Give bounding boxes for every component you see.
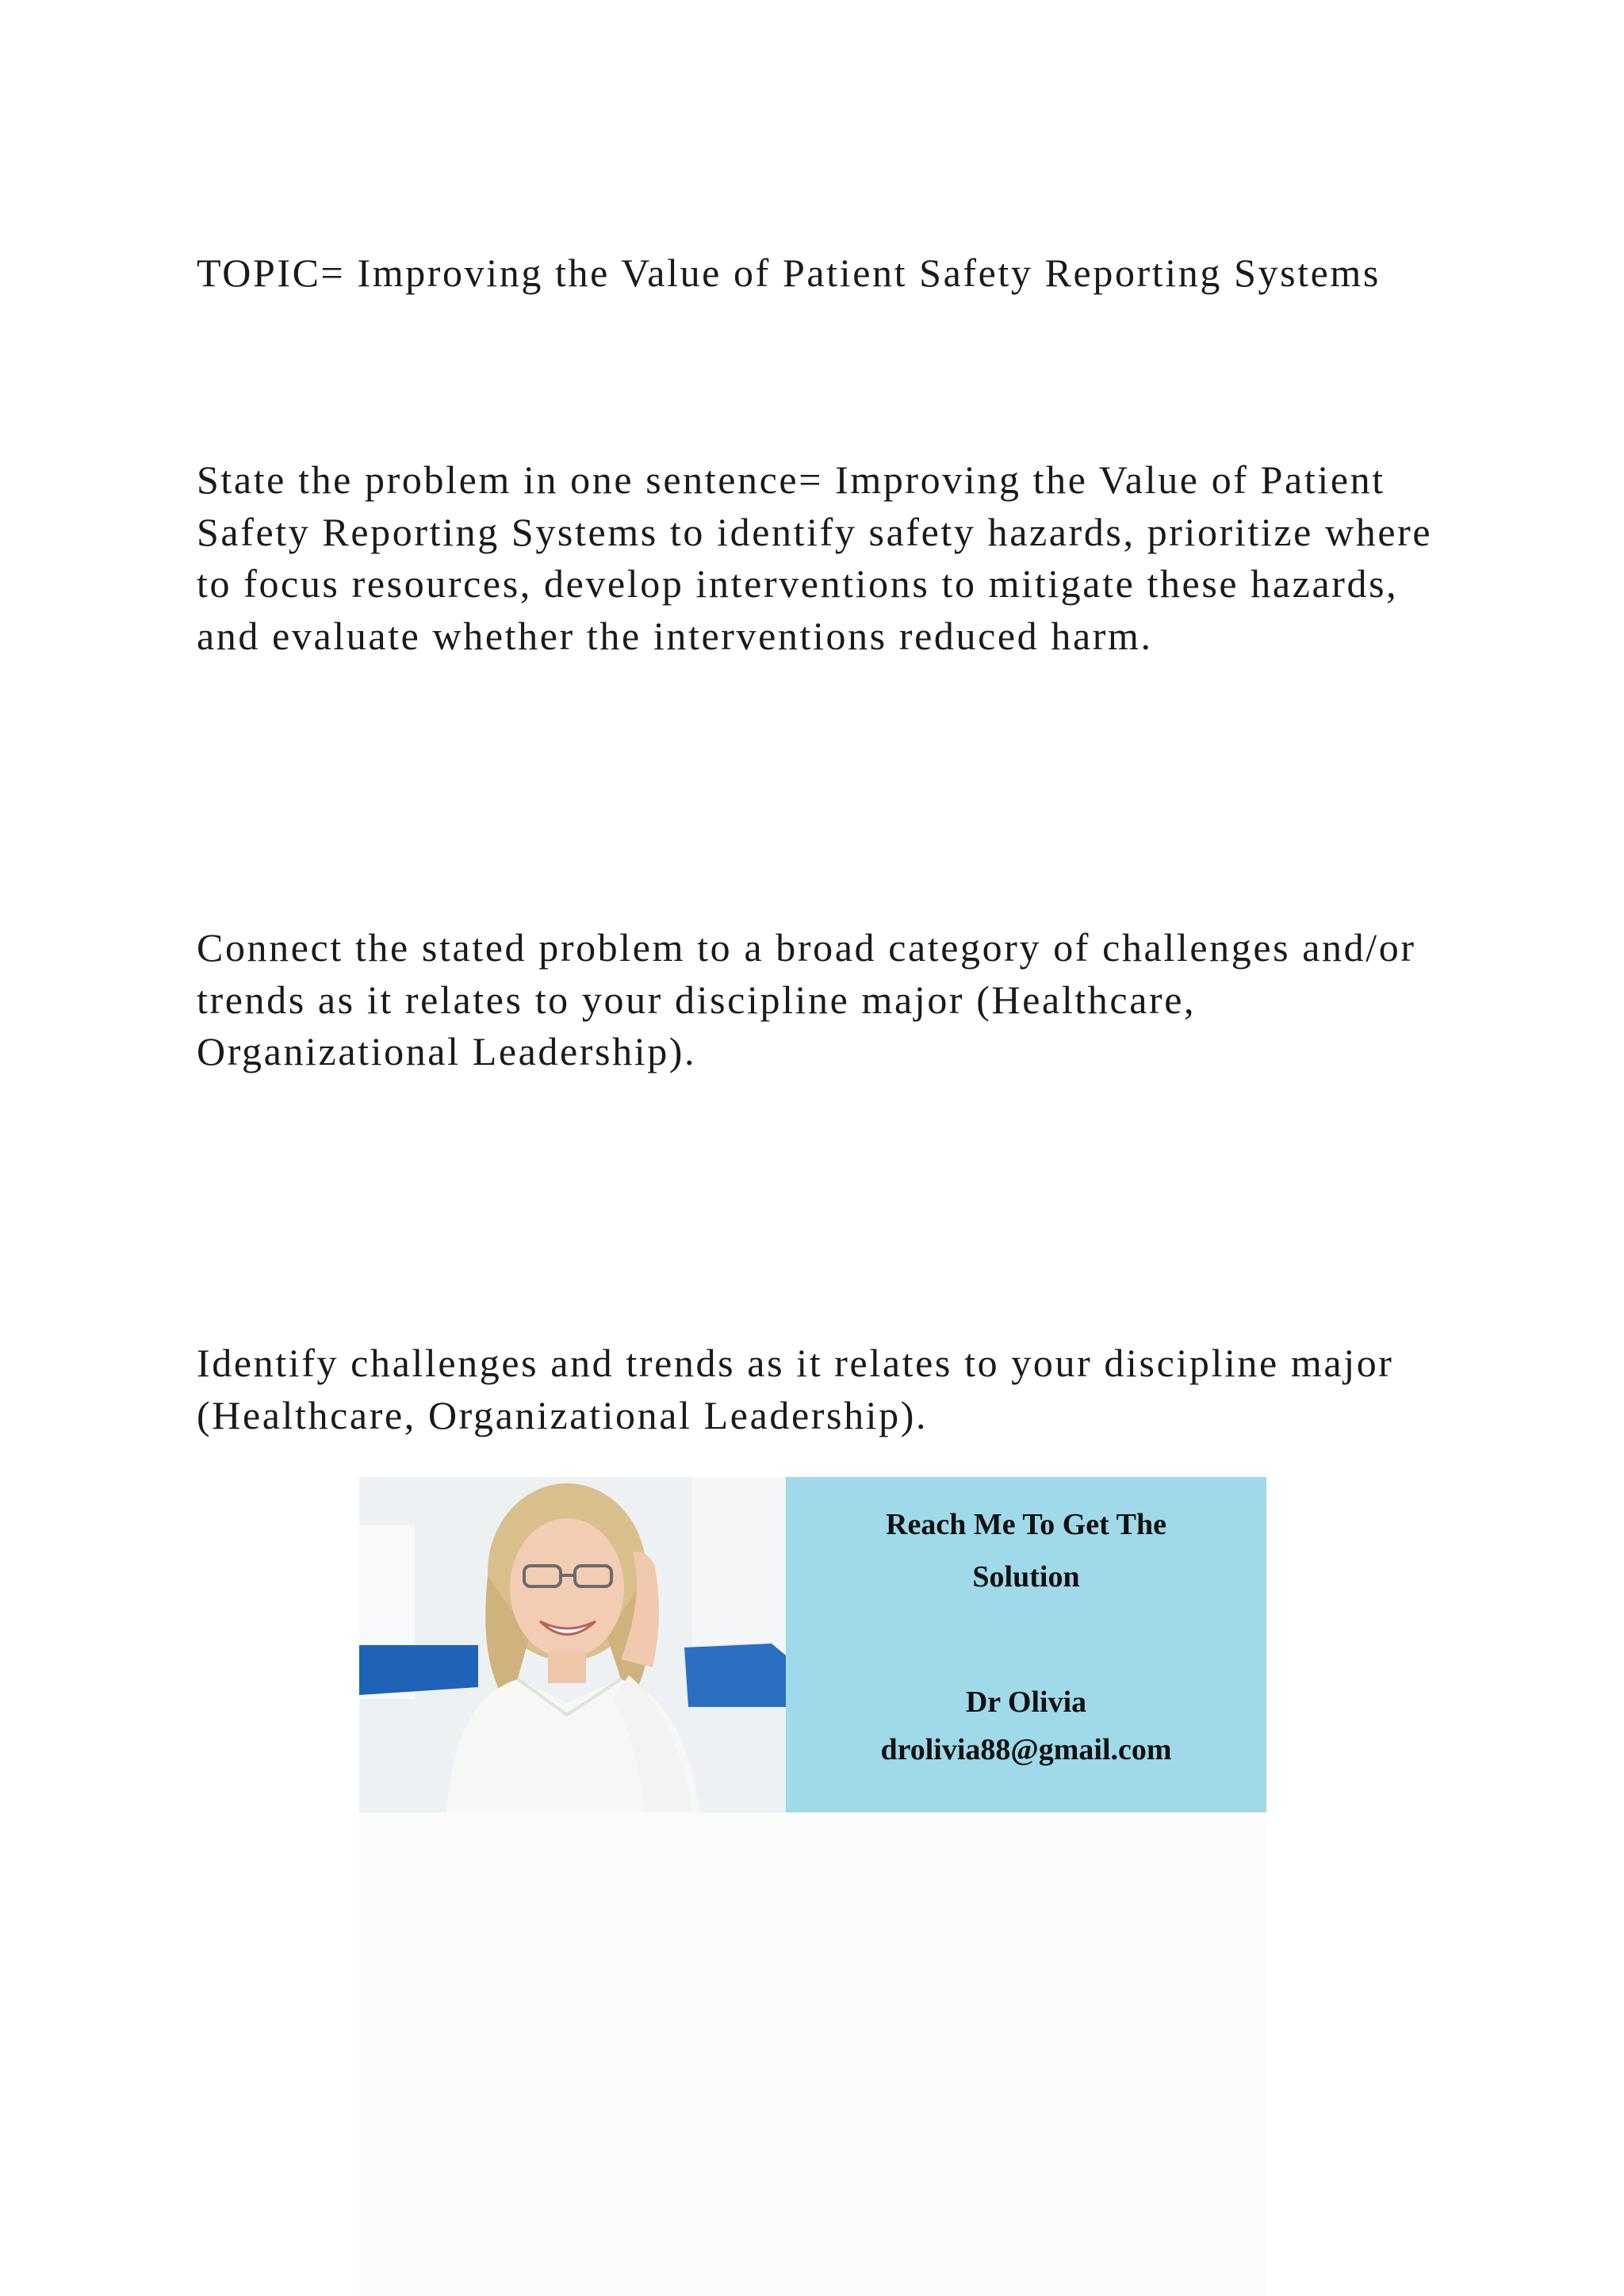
cta-line-2: Solution (972, 1560, 1080, 1594)
contact-info-panel (786, 1477, 1266, 1812)
image-placeholder-area (359, 1812, 1266, 2296)
smiling-woman-photo (359, 1477, 786, 1812)
contact-name: Dr Olivia (965, 1686, 1087, 1719)
contact-email-link[interactable]: drolivia88@gmail.com (880, 1733, 1172, 1766)
problem-statement: State the problem in one sentence= Improving the Value of Patient Safety Reporting Systems to identify safety hazards, prioritize where to focus resources, develop interventions to mitigate these hazards, and evaluate whether the interventions reduced harm. (197, 457, 1433, 658)
cta-line-1: Reach Me To Get The (886, 1508, 1166, 1541)
contact-banner[interactable] (359, 1477, 1266, 1812)
identify-prompt: Identify challenges and trends as it relates to your discipline major (Healthcare, Organizational Leadership). (197, 1341, 1394, 1437)
connect-prompt: Connect the stated problem to a broad category of challenges and/or trends as it relates to your discipline major (Healthcare, Organizational Leadership). (197, 925, 1416, 1073)
photo-illustration (359, 1477, 786, 1812)
topic-heading: TOPIC= Improving the Value of Patient Safety Reporting Systems (197, 251, 1381, 295)
